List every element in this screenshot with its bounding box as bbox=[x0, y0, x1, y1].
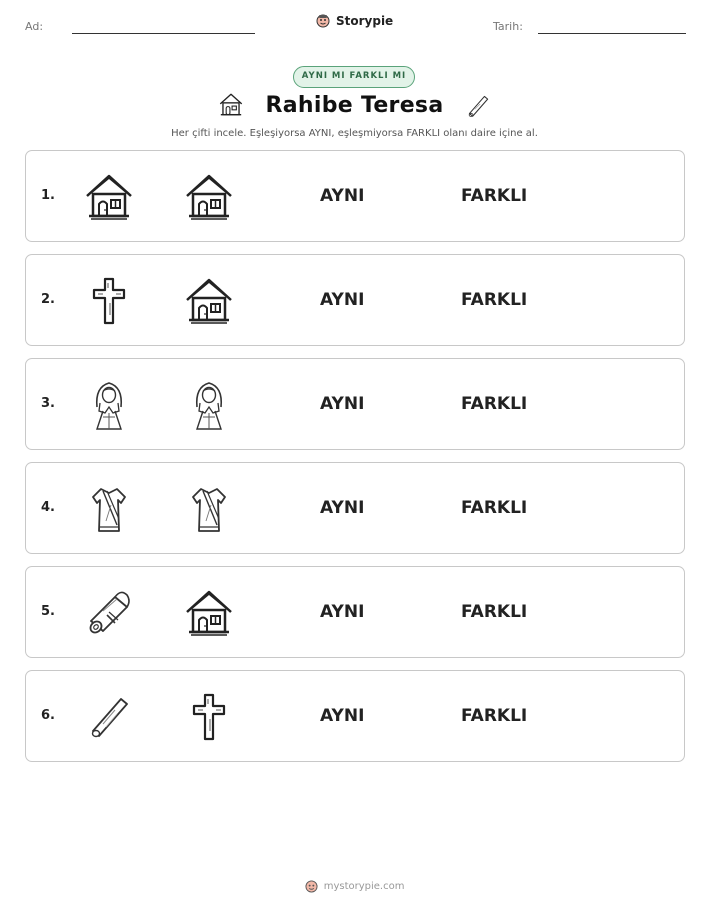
different-option[interactable]: FARKLI bbox=[461, 394, 528, 414]
footer-url[interactable]: mystorypie.com bbox=[323, 881, 405, 892]
pair-row-5 bbox=[25, 566, 685, 658]
house-icon bbox=[181, 169, 237, 225]
date-field[interactable] bbox=[538, 33, 686, 34]
row-number: 6. bbox=[41, 708, 55, 723]
pair-row-2 bbox=[25, 254, 685, 346]
row-number: 2. bbox=[41, 292, 55, 307]
same-option[interactable]: AYNI bbox=[320, 706, 365, 726]
footer bbox=[0, 880, 709, 893]
storypie-logo-icon bbox=[305, 880, 318, 893]
nun-icon bbox=[81, 377, 137, 433]
same-option[interactable]: AYNI bbox=[320, 498, 365, 518]
name-label: Ad: bbox=[25, 20, 44, 33]
row-number: 1. bbox=[41, 188, 55, 203]
different-option[interactable]: FARKLI bbox=[461, 290, 528, 310]
sari-icon bbox=[181, 481, 237, 537]
activity-badge: AYNI MI FARKLI MI bbox=[293, 66, 415, 88]
same-option[interactable]: AYNI bbox=[320, 290, 365, 310]
different-option[interactable]: FARKLI bbox=[461, 498, 528, 518]
house-icon bbox=[216, 90, 246, 120]
stick-icon bbox=[81, 689, 137, 745]
row-number: 4. bbox=[41, 500, 55, 515]
row-number: 5. bbox=[41, 604, 55, 619]
scroll-icon bbox=[81, 585, 137, 641]
same-option[interactable]: AYNI bbox=[320, 602, 365, 622]
page-title: Rahibe Teresa bbox=[265, 92, 444, 118]
house-icon bbox=[181, 273, 237, 329]
different-option[interactable]: FARKLI bbox=[461, 706, 528, 726]
different-option[interactable]: FARKLI bbox=[461, 186, 528, 206]
house-icon bbox=[181, 585, 237, 641]
cross-icon bbox=[181, 689, 237, 745]
name-field[interactable] bbox=[72, 33, 255, 34]
cross-icon bbox=[81, 273, 137, 329]
title-row bbox=[0, 90, 709, 124]
date-label: Tarih: bbox=[493, 20, 523, 33]
stick-icon bbox=[463, 90, 493, 120]
different-option[interactable]: FARKLI bbox=[461, 602, 528, 622]
instructions: Her çifti incele. Eşleşiyorsa AYNI, eşleşmiyorsa FARKLI olanı daire içine al. bbox=[171, 128, 538, 139]
pair-row-6 bbox=[25, 670, 685, 762]
brand bbox=[0, 13, 709, 28]
row-number: 3. bbox=[41, 396, 55, 411]
brand-name: Storypie bbox=[335, 13, 394, 28]
same-option[interactable]: AYNI bbox=[320, 186, 365, 206]
sari-icon bbox=[81, 481, 137, 537]
pair-row-4 bbox=[25, 462, 685, 554]
same-option[interactable]: AYNI bbox=[320, 394, 365, 414]
pair-row-1 bbox=[25, 150, 685, 242]
nun-icon bbox=[181, 377, 237, 433]
house-icon bbox=[81, 169, 137, 225]
pair-row-3 bbox=[25, 358, 685, 450]
storypie-logo-icon bbox=[316, 14, 330, 28]
pairs-list bbox=[25, 150, 685, 774]
